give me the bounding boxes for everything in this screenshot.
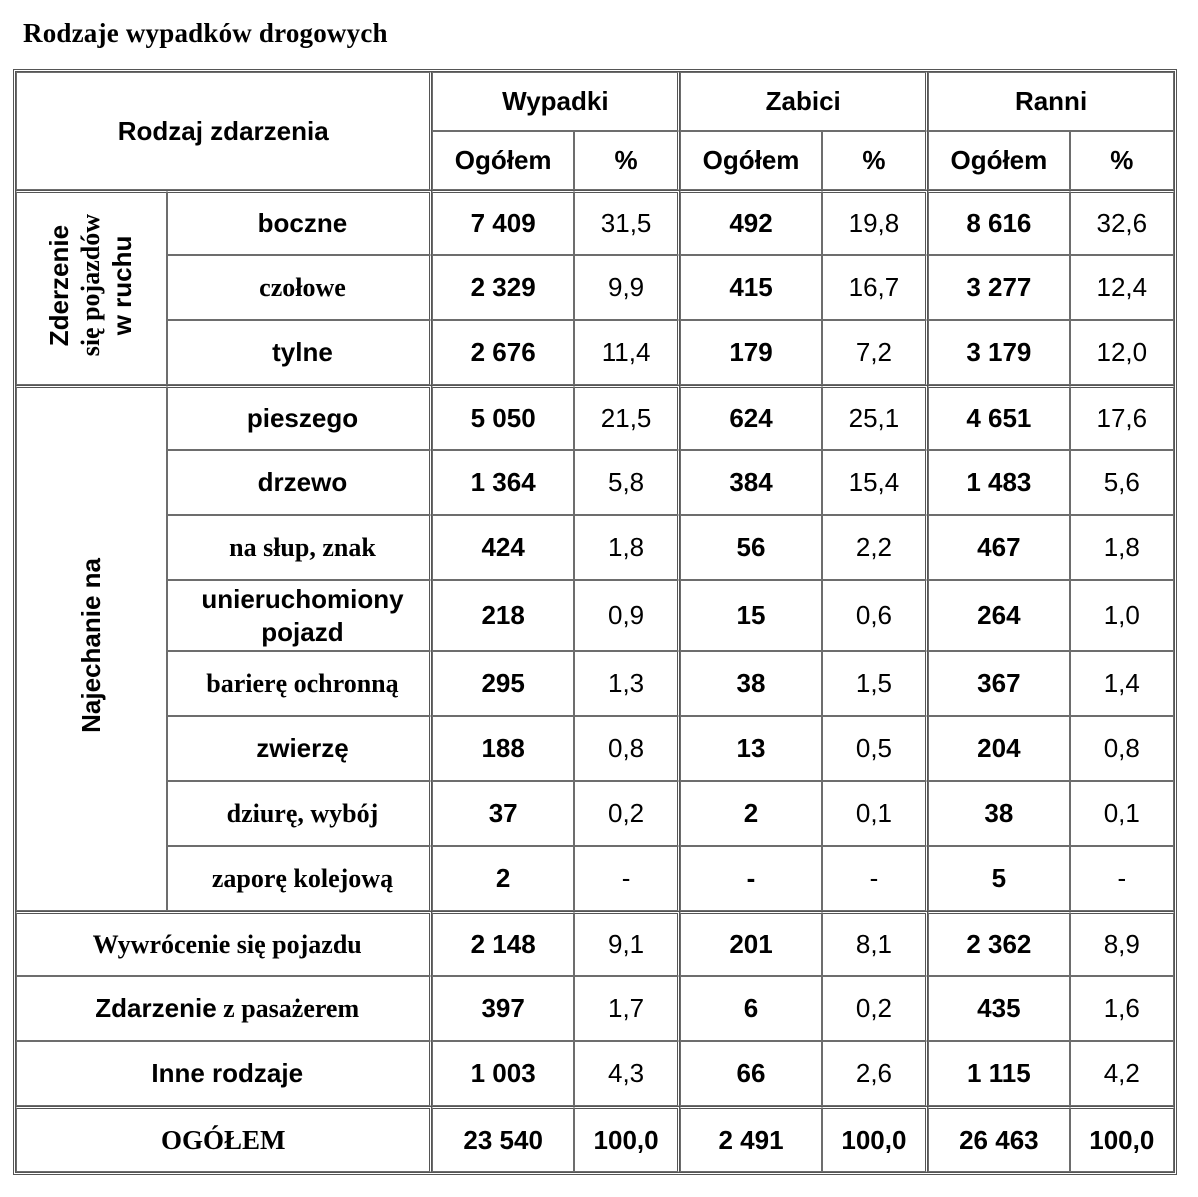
- cell-accidents: 1 364: [432, 450, 573, 515]
- cell-killed-pct: 1,5: [822, 651, 928, 716]
- cell-injured: 467: [928, 515, 1069, 580]
- table-row: [16, 515, 1174, 580]
- row-label: Inne rodzaje: [16, 1041, 432, 1106]
- cell-killed-pct: 19,8: [822, 190, 928, 255]
- cell-killed-pct: 8,1: [822, 911, 928, 976]
- subheader-pct: %: [574, 131, 680, 190]
- cell-killed: 38: [680, 651, 821, 716]
- table-row: [16, 255, 1174, 320]
- cell-injured-pct: -: [1070, 846, 1174, 911]
- cell-accidents: 5 050: [432, 385, 573, 450]
- total-killed-pct: 100,0: [822, 1106, 928, 1172]
- cell-accidents-pct: 1,3: [574, 651, 680, 716]
- cell-killed: 384: [680, 450, 821, 515]
- cell-accidents-pct: 4,3: [574, 1041, 680, 1106]
- cell-accidents: 2 148: [432, 911, 573, 976]
- cell-killed-pct: 15,4: [822, 450, 928, 515]
- cell-injured: 5: [928, 846, 1069, 911]
- cell-injured-pct: 1,4: [1070, 651, 1174, 716]
- row-label: [167, 580, 433, 651]
- cell-injured-pct: 0,1: [1070, 781, 1174, 846]
- row-label-line: pojazd: [261, 616, 344, 647]
- row-label: czołowe: [167, 255, 433, 320]
- cell-killed: 2: [680, 781, 821, 846]
- cell-accidents: 188: [432, 716, 573, 781]
- row-label: na słup, znak: [167, 515, 433, 580]
- group-label-line: Zderzenie: [44, 224, 75, 346]
- group-label-run-into: [16, 385, 167, 911]
- cell-injured: 4 651: [928, 385, 1069, 450]
- cell-accidents-pct: 1,7: [574, 976, 680, 1041]
- subheader-pct: %: [822, 131, 928, 190]
- total-injured: 26 463: [928, 1106, 1069, 1172]
- cell-killed-pct: 0,6: [822, 580, 928, 651]
- cell-killed-pct: 25,1: [822, 385, 928, 450]
- cell-accidents: 2 676: [432, 320, 573, 385]
- cell-injured: 204: [928, 716, 1069, 781]
- row-label-line: unieruchomiony: [201, 583, 404, 614]
- header-type: Rodzaj zdarzenia: [16, 72, 432, 190]
- cell-injured: 264: [928, 580, 1069, 651]
- group-label-line: Najechanie na: [75, 558, 106, 733]
- cell-killed: 179: [680, 320, 821, 385]
- group-label-line: się pojazdów: [76, 213, 106, 357]
- cell-injured: 1 115: [928, 1041, 1069, 1106]
- cell-injured-pct: 0,8: [1070, 716, 1174, 781]
- cell-killed: 624: [680, 385, 821, 450]
- cell-killed-pct: 16,7: [822, 255, 928, 320]
- subheader-pct: %: [1070, 131, 1174, 190]
- table-row: [16, 911, 1174, 976]
- header-row: [16, 72, 1174, 131]
- cell-accidents: 2 329: [432, 255, 573, 320]
- cell-accidents: 2: [432, 846, 573, 911]
- subheader-total: Ogółem: [928, 131, 1069, 190]
- table-row: [16, 320, 1174, 385]
- cell-injured-pct: 17,6: [1070, 385, 1174, 450]
- row-label: barierę ochronną: [167, 651, 433, 716]
- table-row: [16, 846, 1174, 911]
- header-group-zabici: Zabici: [680, 72, 928, 131]
- header-group-wypadki: Wypadki: [432, 72, 680, 131]
- cell-injured: 367: [928, 651, 1069, 716]
- table-row: [16, 651, 1174, 716]
- cell-accidents-pct: -: [574, 846, 680, 911]
- cell-accidents: 218: [432, 580, 573, 651]
- cell-injured: 8 616: [928, 190, 1069, 255]
- cell-accidents: 1 003: [432, 1041, 573, 1106]
- cell-killed: 13: [680, 716, 821, 781]
- cell-injured: 3 277: [928, 255, 1069, 320]
- cell-accidents-pct: 1,8: [574, 515, 680, 580]
- cell-injured-pct: 1,6: [1070, 976, 1174, 1041]
- group-label-line: w ruchu: [107, 235, 138, 335]
- cell-accidents-pct: 0,9: [574, 580, 680, 651]
- row-label: dziurę, wybój: [167, 781, 433, 846]
- cell-accidents-pct: 31,5: [574, 190, 680, 255]
- cell-killed-pct: 0,5: [822, 716, 928, 781]
- cell-accidents: 295: [432, 651, 573, 716]
- row-label: pieszego: [167, 385, 433, 450]
- row-label: tylne: [167, 320, 433, 385]
- cell-killed-pct: 0,1: [822, 781, 928, 846]
- total-label: OGÓŁEM: [16, 1106, 432, 1172]
- cell-killed: 415: [680, 255, 821, 320]
- cell-accidents: 397: [432, 976, 573, 1041]
- cell-injured-pct: 1,0: [1070, 580, 1174, 651]
- total-accidents-pct: 100,0: [574, 1106, 680, 1172]
- cell-accidents: 7 409: [432, 190, 573, 255]
- subheader-total: Ogółem: [680, 131, 821, 190]
- cell-accidents-pct: 5,8: [574, 450, 680, 515]
- cell-accidents: 424: [432, 515, 573, 580]
- total-killed: 2 491: [680, 1106, 821, 1172]
- total-accidents: 23 540: [432, 1106, 573, 1172]
- total-row: [16, 1106, 1174, 1172]
- accident-types-table: [13, 69, 1177, 1175]
- subheader-total: Ogółem: [432, 131, 573, 190]
- cell-killed: 201: [680, 911, 821, 976]
- row-label: drzewo: [167, 450, 433, 515]
- cell-injured-pct: 8,9: [1070, 911, 1174, 976]
- cell-accidents-pct: 0,2: [574, 781, 680, 846]
- row-label: Wywrócenie się pojazdu: [16, 911, 432, 976]
- cell-accidents: 37: [432, 781, 573, 846]
- table-row: [16, 190, 1174, 255]
- cell-accidents-pct: 0,8: [574, 716, 680, 781]
- row-label: zaporę kolejową: [167, 846, 433, 911]
- cell-killed: -: [680, 846, 821, 911]
- cell-accidents-pct: 9,1: [574, 911, 680, 976]
- row-label: boczne: [167, 190, 433, 255]
- group-label-collision: [16, 190, 167, 385]
- cell-killed-pct: -: [822, 846, 928, 911]
- cell-killed: 15: [680, 580, 821, 651]
- page-title: Rodzaje wypadków drogowych: [23, 18, 388, 48]
- cell-injured: 38: [928, 781, 1069, 846]
- cell-killed: 6: [680, 976, 821, 1041]
- cell-accidents-pct: 11,4: [574, 320, 680, 385]
- cell-injured-pct: 5,6: [1070, 450, 1174, 515]
- total-injured-pct: 100,0: [1070, 1106, 1174, 1172]
- table-row: [16, 781, 1174, 846]
- table-row: [16, 385, 1174, 450]
- table-row: [16, 580, 1174, 651]
- cell-killed-pct: 7,2: [822, 320, 928, 385]
- row-label: [16, 976, 432, 1041]
- row-label-part: Zdarzenie: [95, 993, 217, 1023]
- cell-injured: 2 362: [928, 911, 1069, 976]
- cell-killed: 56: [680, 515, 821, 580]
- table-row: [16, 1041, 1174, 1106]
- table-row: [16, 450, 1174, 515]
- cell-injured-pct: 12,4: [1070, 255, 1174, 320]
- cell-killed-pct: 2,2: [822, 515, 928, 580]
- cell-killed: 66: [680, 1041, 821, 1106]
- cell-injured-pct: 1,8: [1070, 515, 1174, 580]
- cell-injured: 3 179: [928, 320, 1069, 385]
- cell-killed: 492: [680, 190, 821, 255]
- cell-injured: 435: [928, 976, 1069, 1041]
- header-group-ranni: Ranni: [928, 72, 1174, 131]
- table-row: [16, 976, 1174, 1041]
- table-row: [16, 716, 1174, 781]
- cell-accidents-pct: 9,9: [574, 255, 680, 320]
- cell-killed-pct: 0,2: [822, 976, 928, 1041]
- row-label-part: z pasażerem: [216, 994, 360, 1023]
- cell-injured-pct: 12,0: [1070, 320, 1174, 385]
- row-label: zwierzę: [167, 716, 433, 781]
- cell-injured-pct: 4,2: [1070, 1041, 1174, 1106]
- cell-accidents-pct: 21,5: [574, 385, 680, 450]
- cell-injured-pct: 32,6: [1070, 190, 1174, 255]
- cell-injured: 1 483: [928, 450, 1069, 515]
- cell-killed-pct: 2,6: [822, 1041, 928, 1106]
